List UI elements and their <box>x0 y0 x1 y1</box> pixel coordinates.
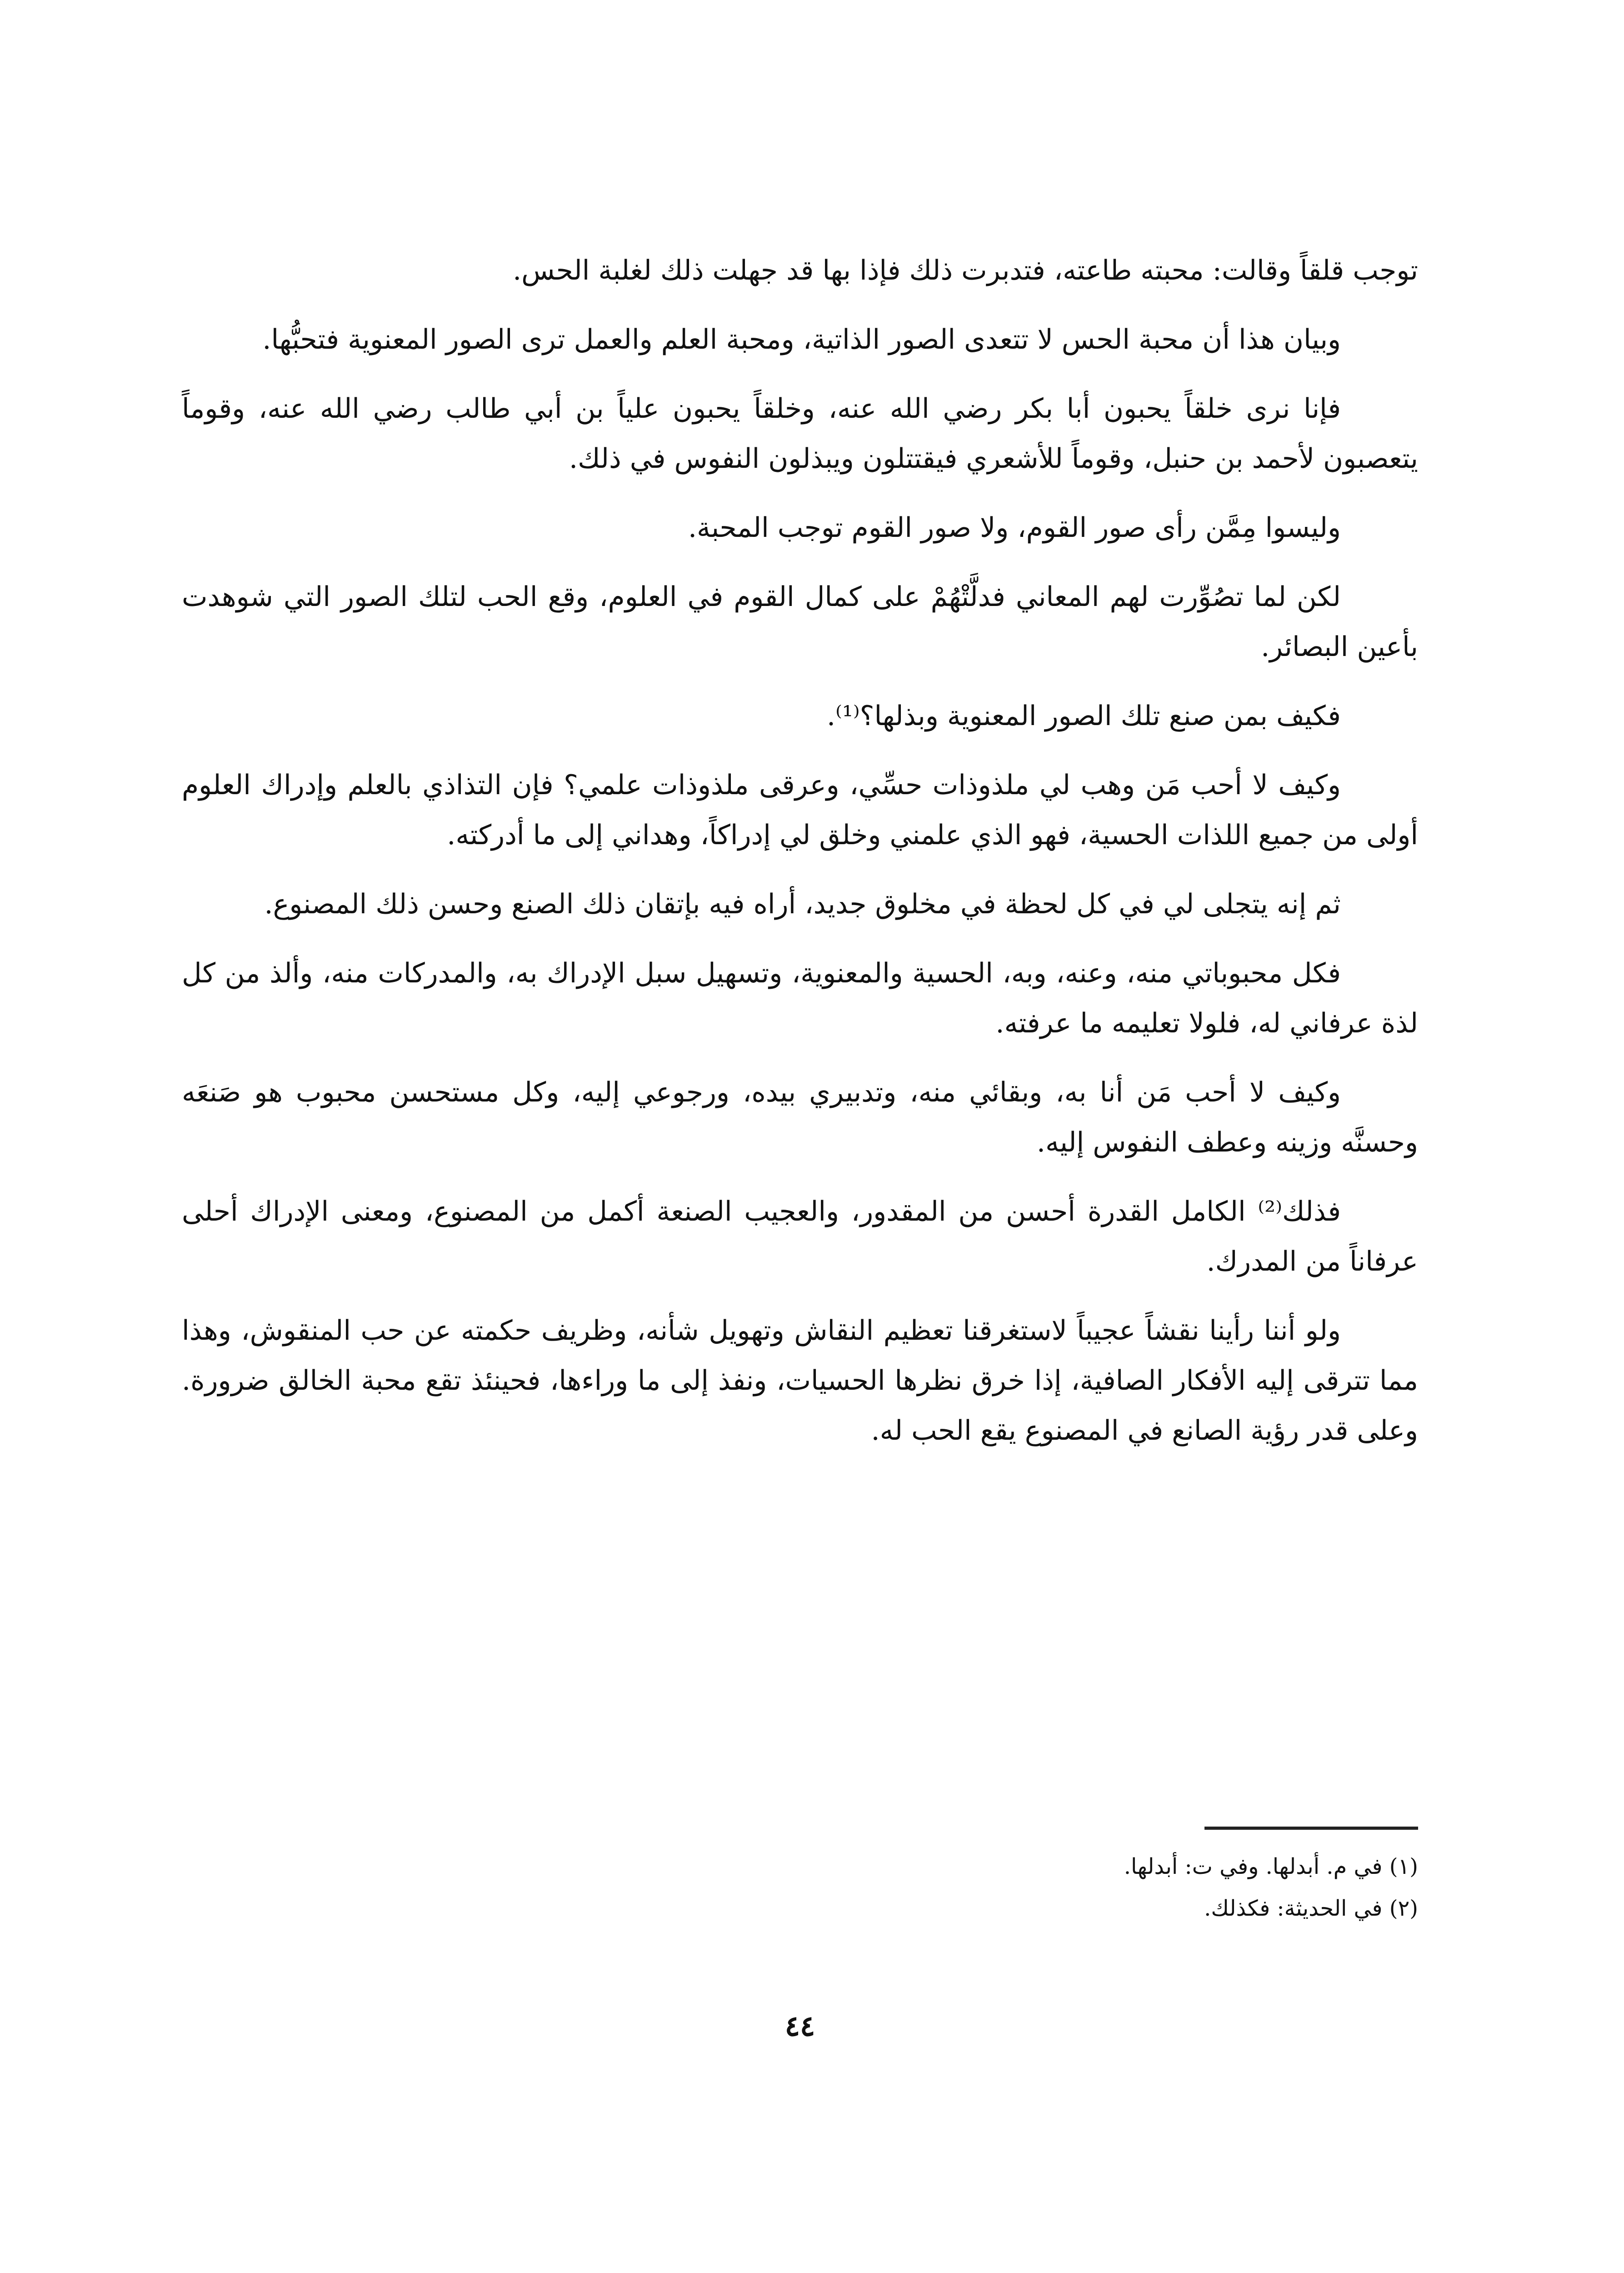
main-text <box>182 245 1418 1456</box>
page-number: ٤٤ <box>785 2009 815 2043</box>
book-page <box>182 245 1418 2264</box>
paragraph-3: فإنا نرى خلقاً يحبون أبا بكر رضي الله عنه، وخلقاً يحبون علياً بن أبي طالب رضي الله عنه، وقوماً يتعصبون لأحمد بن حنبل، وقوماً للأشعري فيقتتلون ويبذلون النفوس في ذلك. <box>182 393 1418 475</box>
footnote-1: (١) في م. أبدلها. وفي ت: أبدلها. <box>1124 1854 1418 1879</box>
paragraph-10: وكيف لا أحب مَن أنا به، وبقائي منه، وتدبيري بيده، ورجوعي إليه، وكل مستحسن محبوب هو صَنعَه وحسنَّه وزينه وعطف النفوس إليه. <box>182 1076 1418 1158</box>
paragraph-9: فكل محبوباتي منه، وعنه، وبه، الحسية والمعنوية، وتسهيل سبل الإدراك به، والمدركات منه، وألذ من كل لذة عرفاني له، فلولا تعليمه ما عرفته. <box>182 957 1418 1039</box>
paragraph-6: فكيف بمن صنع تلك الصور المعنوية وبذلها؟⁽¹⁾. <box>827 700 1341 732</box>
paragraph-2: وبيان هذا أن محبة الحس لا تتعدى الصور الذاتية، ومحبة العلم والعمل ترى الصور المعنوية فتحبُّها. <box>262 324 1341 355</box>
footnote-2: (٢) في الحديثة: فكذلك. <box>1204 1896 1418 1921</box>
paragraph-5: لكن لما تصُوِّرت لهم المعاني فدلَّتْهُمْ على كمال القوم في العلوم، وقع الحب لتلك الصور التي شوهدت بأعين البصائر. <box>182 581 1418 663</box>
paragraph-4: وليسوا مِمَّن رأى صور القوم، ولا صور القوم توجب المحبة. <box>688 512 1341 544</box>
paragraph-8: ثم إنه يتجلى لي في كل لحظة في مخلوق جديد، أراه فيه بإتقان ذلك الصنع وحسن ذلك المصنوع. <box>264 888 1341 920</box>
paragraph-7: وكيف لا أحب مَن وهب لي ملذوذات حسِّي، وعرقى ملذوذات علمي؟ فإن التذاذي بالعلم وإدراك العلوم أولى من جميع اللذات الحسية، فهو الذي علمني وخلق لي إدراكاً، وهداني إلى ما أدركته. <box>182 769 1418 851</box>
paragraph-1: توجب قلقاً وقالت: محبته طاعته، فتدبرت ذلك فإذا بها قد جهلت ذلك لغلبة الحس. <box>513 255 1418 286</box>
footnotes <box>182 1846 1418 1929</box>
paragraph-12: ولو أننا رأينا نقشاً عجيباً لاستغرقنا تعظيم النقاش وتهويل شأنه، وظريف حكمته عن حب المنقوش، وهذا مما تترقى إليه الأفكار الصافية، إذا خرق نظرها الحسيات، ونفذ إلى ما وراءها، فحينئذ تقع محبة الخالق ضرورة. وعلى قدر رؤية الصانع في المصنوع يقع الحب له. <box>182 1315 1418 1447</box>
paragraph-11: فذلك⁽²⁾ الكامل القدرة أحسن من المقدور، والعجيب الصنعة أكمل من المصنوع، ومعنى الإدراك أحلى عرفاناً من المدرك. <box>182 1196 1418 1277</box>
footnote-separator <box>1204 1827 1418 1830</box>
